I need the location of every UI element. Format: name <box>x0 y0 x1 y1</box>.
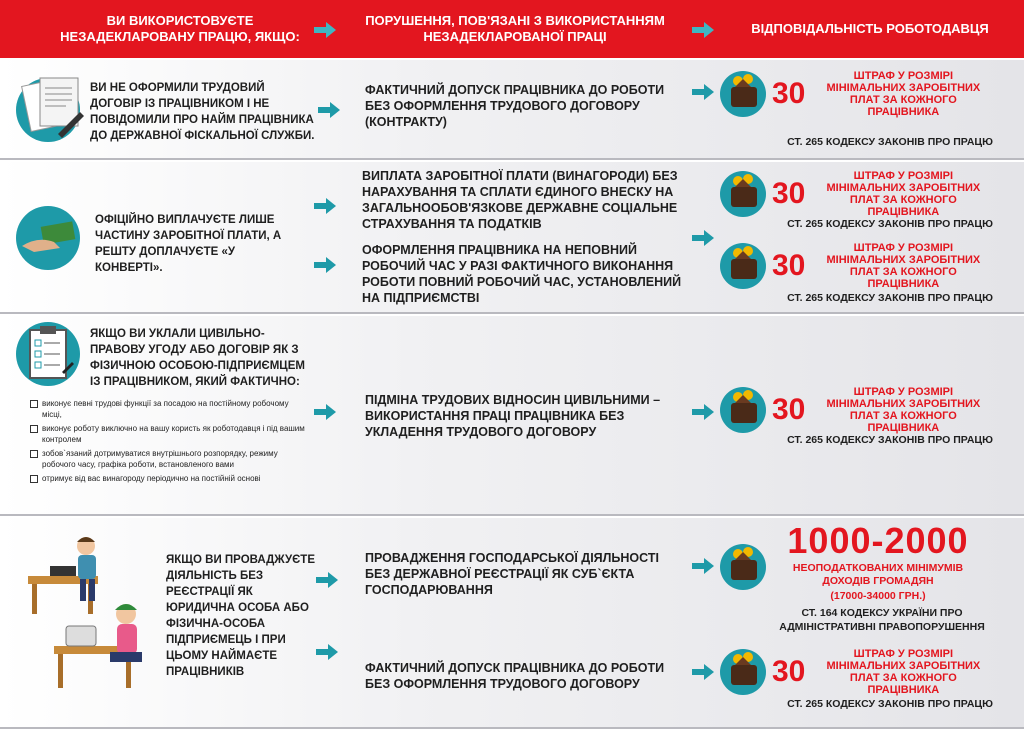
arrow-right-icon <box>314 404 336 420</box>
violation-text: ПІДМІНА ТРУДОВИХ ВІДНОСИН ЦИВІЛЬНИМИ – ВИКОРИСТАННЯ ПРАЦІ ПРАЦІВНИКА БЕЗ УКЛАДЕННЯ ТРУДОВОГО ДОГОВОРУ <box>365 393 661 439</box>
money-bag-icon <box>720 171 766 217</box>
law-article: СТ. 265 КОДЕКСУ ЗАКОНІВ ПРО ПРАЦЮ <box>787 136 993 148</box>
criteria-item: отримує від вас винагороду періодично на постійній основі <box>30 473 305 484</box>
arrow-right-icon <box>316 644 338 660</box>
workers-illustration <box>20 528 160 708</box>
money-bag-icon <box>720 544 766 590</box>
hand-money-icon <box>16 206 80 270</box>
row-civil-contract <box>0 316 1024 516</box>
money-bag-icon <box>720 649 766 695</box>
big-fine-amount: (17000-34000 ГРН.) <box>830 590 926 602</box>
fine-description: ШТРАФ У РОЗМІРІ МІНІМАЛЬНИХ ЗАРОБІТНИХ ПЛАТ ЗА КОЖНОГО ПРАЦІВНИКА <box>826 170 981 218</box>
violation-text: ОФОРМЛЕННЯ ПРАЦІВНИКА НА НЕПОВНИЙ РОБОЧИЙ ЧАС У РАЗІ ФАКТИЧНОГО ВИКОНАННЯ РОБОТИ ПОВНИЙ РОБОЧИЙ ЧАС, УСТАНОВЛЕНИЙ НА ПІДПРИЄМСТВІ <box>362 243 682 305</box>
row-envelope-salary <box>0 162 1024 314</box>
law-article: СТ. 265 КОДЕКСУ ЗАКОНІВ ПРО ПРАЦЮ <box>787 434 993 446</box>
criteria-item: виконує роботу виключно на вашу користь як роботодавця і під вашим контролем <box>30 423 305 445</box>
fine-block <box>720 648 993 696</box>
criteria-item: зобов`язаний дотримуватися внутрішнього розпорядку, режиму робочого часу, графіка роботи, встановленого вами <box>30 448 305 470</box>
arrow-right-icon <box>318 102 340 118</box>
big-fine-description: НЕОПОДАТКОВАНИХ МІНІМУМІВ ДОХОДІВ ГРОМАДЯН <box>792 562 964 587</box>
fine-multiplier: 30 <box>772 77 806 110</box>
fine-description: ШТРАФ У РОЗМІРІ МІНІМАЛЬНИХ ЗАРОБІТНИХ ПЛАТ ЗА КОЖНОГО ПРАЦІВНИКА <box>826 242 981 290</box>
fine-multiplier: 30 <box>772 177 806 210</box>
law-article: СТ. 265 КОДЕКСУ ЗАКОНІВ ПРО ПРАЦЮ <box>787 698 993 710</box>
fine-multiplier: 30 <box>772 655 806 688</box>
clipboard-icon <box>16 322 80 386</box>
row-no-registration <box>0 518 1024 729</box>
header-arrow-icon <box>692 22 714 38</box>
condition-text: ЯКЩО ВИ УКЛАЛИ ЦИВІЛЬНО-ПРАВОВУ УГОДУ АБО ДОГОВІР ЯК З ФІЗИЧНОЮ ОСОБОЮ-ПІДПРИЄМЦЕМ ІЗ ПРАЦІВНИКОМ, ЯКИЙ ФАКТИЧНО: <box>90 328 305 388</box>
money-bag-icon <box>720 387 766 433</box>
arrow-right-icon <box>316 572 338 588</box>
header-arrow-icon <box>314 22 336 38</box>
fine-multiplier: 30 <box>772 249 806 282</box>
arrow-right-icon <box>692 230 714 246</box>
money-bag-icon <box>720 71 766 117</box>
condition-text: ЯКЩО ВИ ПРОВАДЖУЄТЕ ДІЯЛЬНІСТЬ БЕЗ РЕЄСТРАЦІЇ ЯК ЮРИДИЧНА ОСОБА АБО ФІЗИЧНА-ОСОБА ПІДПРИЄМЕЦЬ І ПРИ ЦЬОМУ НАЙМАЄТЕ ПРАЦІВНИКІВ <box>166 554 316 678</box>
header-bar <box>0 0 1024 58</box>
header-col-conditions: ВИ ВИКОРИСТОВУЄТЕ НЕЗАДЕКЛАРОВАНУ ПРАЦЮ, ЯКЩО: <box>60 13 300 44</box>
arrow-right-icon <box>692 84 714 100</box>
violation-text: ВИПЛАТА ЗАРОБІТНОЇ ПЛАТИ (ВИНАГОРОДИ) БЕЗ НАРАХУВАННЯ ТА СПЛАТИ ЄДИНОГО ВНЕСКУ НА ЗАГАЛЬНООБОВ'ЯЗКОВЕ ДЕРЖАВНЕ СОЦІАЛЬНЕ СТРАХУВАННЯ ТА ПОДАТКІВ <box>362 169 678 231</box>
fine-description: ШТРАФ У РОЗМІРІ МІНІМАЛЬНИХ ЗАРОБІТНИХ ПЛАТ ЗА КОЖНОГО ПРАЦІВНИКА <box>826 648 981 696</box>
header-col-violations: ПОРУШЕННЯ, ПОВ'ЯЗАНІ З ВИКОРИСТАННЯМ НЕЗАДЕКЛАРОВАНОЇ ПРАЦІ <box>365 13 665 44</box>
criteria-item: виконує певні трудові функції за посадою на постійному робочому місці, <box>30 398 305 420</box>
condition-text: ОФІЦІЙНО ВИПЛАЧУЄТЕ ЛИШЕ ЧАСТИНУ ЗАРОБІТНОЇ ПЛАТИ, А РЕШТУ ДОПЛАЧУЄТЕ «У КОНВЕРТІ». <box>95 214 282 274</box>
fine-multiplier: 30 <box>772 393 806 426</box>
money-bag-icon <box>720 243 766 289</box>
fine-block <box>720 242 993 290</box>
law-article: СТ. 164 КОДЕКСУ УКРАЇНИ ПРО АДМІНІСТРАТИВНІ ПРАВОПОРУШЕННЯ <box>779 607 985 633</box>
arrow-right-icon <box>692 558 714 574</box>
violation-text: ПРОВАДЖЕННЯ ГОСПОДАРСЬКОЇ ДІЯЛЬНОСТІ БЕЗ ДЕРЖАВНОЇ РЕЄСТРАЦІЇ ЯК СУБ`ЄКТА ГОСПОДАРЮВАННЯ <box>365 551 659 597</box>
violation-text: ФАКТИЧНИЙ ДОПУСК ПРАЦІВНИКА ДО РОБОТИ БЕЗ ОФОРМЛЕННЯ ТРУДОВОГО ДОГОВОРУ (КОНТРАКТУ) <box>365 83 665 129</box>
fine-block <box>720 386 993 434</box>
big-fine-range: 1000-2000 <box>787 520 969 561</box>
condition-text: ВИ НЕ ОФОРМИЛИ ТРУДОВИЙ ДОГОВІР ІЗ ПРАЦІВНИКОМ І НЕ ПОВІДОМИЛИ ПРО НАЙМ ПРАЦІВНИКА ДО ДЕРЖАВНОЇ ФІСКАЛЬНОЇ СЛУЖБИ. <box>90 82 315 142</box>
header-col-responsibility: ВІДПОВІДАЛЬНІСТЬ РОБОТОДАВЦЯ <box>751 21 989 36</box>
arrow-right-icon <box>692 664 714 680</box>
fine-block <box>720 70 993 118</box>
fine-description: ШТРАФ У РОЗМІРІ МІНІМАЛЬНИХ ЗАРОБІТНИХ ПЛАТ ЗА КОЖНОГО ПРАЦІВНИКА <box>826 70 981 118</box>
arrow-right-icon <box>314 198 336 214</box>
fine-block <box>720 170 993 218</box>
law-article: СТ. 265 КОДЕКСУ ЗАКОНІВ ПРО ПРАЦЮ <box>787 292 993 304</box>
law-article: СТ. 265 КОДЕКСУ ЗАКОНІВ ПРО ПРАЦЮ <box>787 218 993 230</box>
arrow-right-icon <box>314 257 336 273</box>
criteria-list <box>30 398 305 487</box>
row-no-contract <box>0 60 1024 160</box>
arrow-right-icon <box>692 404 714 420</box>
documents-icon <box>16 78 80 142</box>
violation-text: ФАКТИЧНИЙ ДОПУСК ПРАЦІВНИКА ДО РОБОТИ БЕЗ ОФОРМЛЕННЯ ТРУДОВОГО ДОГОВОРУ <box>365 661 665 691</box>
fine-description: ШТРАФ У РОЗМІРІ МІНІМАЛЬНИХ ЗАРОБІТНИХ ПЛАТ ЗА КОЖНОГО ПРАЦІВНИКА <box>826 386 981 434</box>
